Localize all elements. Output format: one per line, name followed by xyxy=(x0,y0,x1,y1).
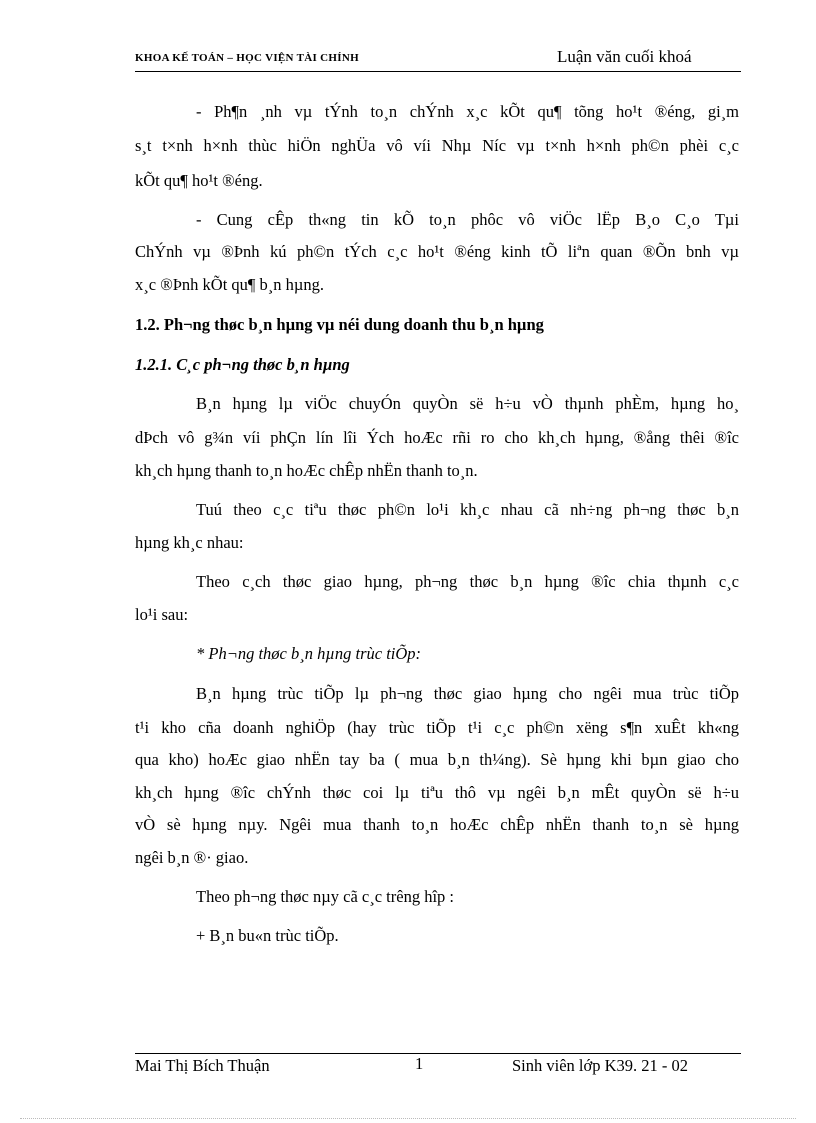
list-item: + B¸n bu«n trùc tiÕp. xyxy=(196,926,339,945)
header-divider xyxy=(135,71,741,72)
running-header-left: KHOA KẾ TOÁN – HỌC VIỆN TÀI CHÍNH xyxy=(135,52,359,64)
paragraph-line: Theo ph¬ng thøc nµy cã c¸c trêng hîp : xyxy=(196,887,454,906)
paragraph-line: - Ph¶n ¸nh vµ tÝnh to¸n chÝnh x¸c kÕt qu¶ tõng ho¹t ®éng, gi¸m xyxy=(196,102,739,121)
paragraph-line: vÒ sè hµng nµy. Ngêi mua thanh to¸n hoÆc chÊp nhËn thanh to¸n sè hµng xyxy=(135,815,739,834)
paragraph-line: hµng kh¸c nhau: xyxy=(135,533,244,552)
footer-divider xyxy=(135,1053,741,1054)
paragraph-line: s¸t t×nh h×nh thùc hiÖn nghÜa vô víi Nhµ Níc vµ t×nh h×nh ph©n phèi c¸c xyxy=(135,136,739,155)
paragraph-line: dÞch vô g¾n víi phÇn lín lîi Ých hoÆc rñi ro cho kh¸ch hµng, ®ång thêi ®îc xyxy=(135,428,739,447)
paragraph-line: x¸c ®Þnh kÕt qu¶ b¸n hµng. xyxy=(135,275,325,294)
footer-author: Mai Thị Bích Thuận xyxy=(135,1056,270,1075)
paragraph-line: t¹i kho cña doanh nghiÖp (hay trùc tiÕp t¹i c¸c ph©n xëng s¶n xuÊt kh«ng xyxy=(135,718,739,737)
paragraph-line: B¸n hµng lµ viÖc chuyÓn quyÒn së h÷u vÒ thµnh phÈm, hµng ho¸ xyxy=(196,394,739,413)
paragraph-line: - Cung cÊp th«ng tin kÕ to¸n phôc vô viÖc lËp B¸o C¸o Tµi xyxy=(196,210,739,229)
page-bottom-border xyxy=(20,1118,796,1119)
paragraph-line: B¸n hµng trùc tiÕp lµ ph¬ng thøc giao hµng cho ngêi mua trùc tiÕp xyxy=(196,684,739,703)
section-heading: 1.2. Ph¬ng thøc b¸n hµng vµ néi dung doanh thu b¸n hµng xyxy=(135,315,544,334)
paragraph-line: ChÝnh vµ ®Þnh kú ph©n tÝch c¸c ho¹t ®éng kinh tÕ liªn quan ®Õn bnh vµ xyxy=(135,242,739,261)
paragraph-line: kh¸ch hµng thanh to¸n hoÆc chÊp nhËn thanh to¸n. xyxy=(135,461,478,480)
paragraph-line: qua kho) hoÆc giao nhËn tay ba ( mua b¸n th¼ng). Sè hµng khi bµn giao cho xyxy=(135,750,739,769)
page-number: 1 xyxy=(415,1054,424,1073)
method-heading: * Ph¬ng thøc b¸n hµng trùc tiÕp: xyxy=(196,644,422,663)
paragraph-line: kÕt qu¶ ho¹t ®éng. xyxy=(135,171,263,190)
running-header-right: Luận văn cuối khoá xyxy=(557,47,692,66)
paragraph-line: Tuú theo c¸c tiªu thøc ph©n lo¹i kh¸c nhau cã nh÷ng ph¬ng thøc b¸n xyxy=(196,500,739,519)
paragraph-line: lo¹i sau: xyxy=(135,605,189,624)
footer-class-info: Sinh viên lớp K39. 21 - 02 xyxy=(512,1056,689,1075)
subsection-heading: 1.2.1. C¸c ph¬ng thøc b¸n hµng xyxy=(135,355,350,374)
paragraph-line: Theo c¸ch thøc giao hµng, ph¬ng thøc b¸n hµng ®îc chia thµnh c¸c xyxy=(196,572,739,591)
paragraph-line: ngêi b¸n ®· giao. xyxy=(135,848,249,867)
paragraph-line: kh¸ch hµng ®îc chÝnh thøc coi lµ tiªu thô vµ ngêi b¸n mÊt quyÒn së h÷u xyxy=(135,783,739,802)
